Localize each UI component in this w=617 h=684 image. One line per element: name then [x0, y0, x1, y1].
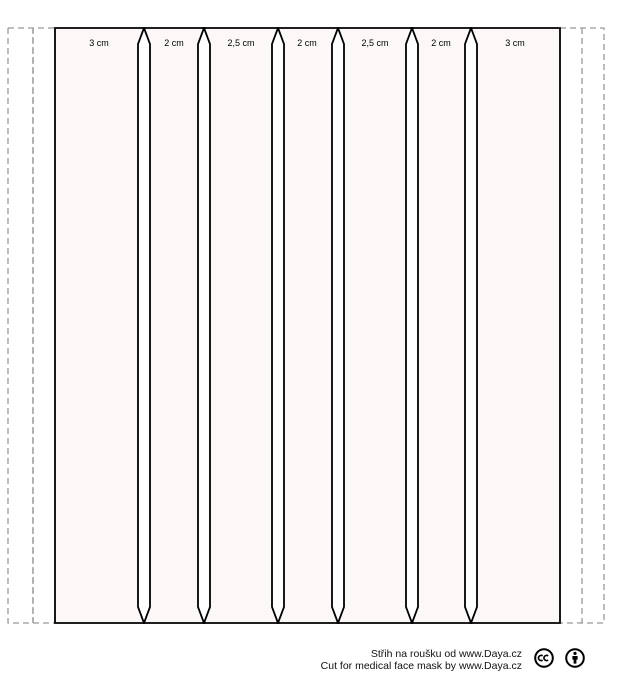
seam-allowance-left — [8, 28, 55, 623]
pleat-strip-2 — [144, 28, 204, 623]
strip-label-4: 2 cm — [297, 38, 317, 48]
pleat-strips — [55, 28, 560, 623]
pleat-strip-4 — [278, 28, 338, 623]
strip-label-7: 3 cm — [505, 38, 525, 48]
credits-block — [321, 648, 522, 672]
strip-label-1: 3 cm — [89, 38, 109, 48]
pleat-strip-3 — [204, 28, 278, 623]
by-attribution-icon — [565, 648, 585, 668]
pleat-strip-1 — [55, 28, 144, 623]
strip-label-5: 2,5 cm — [361, 38, 389, 48]
credit-line-czech: Střih na roušku od www.Daya.cz — [370, 648, 522, 660]
strip-label-2: 2 cm — [164, 38, 184, 48]
seam-allowance-right — [560, 28, 604, 623]
strip-label-6: 2 cm — [431, 38, 451, 48]
strip-label-3: 2,5 cm — [227, 38, 255, 48]
cc-icon — [534, 648, 554, 668]
pleat-strip-5 — [338, 28, 412, 623]
credit-line-english: Cut for medical face mask by www.Daya.cz — [320, 660, 522, 672]
pleat-strip-6 — [412, 28, 471, 623]
pleat-strip-7 — [471, 28, 560, 623]
